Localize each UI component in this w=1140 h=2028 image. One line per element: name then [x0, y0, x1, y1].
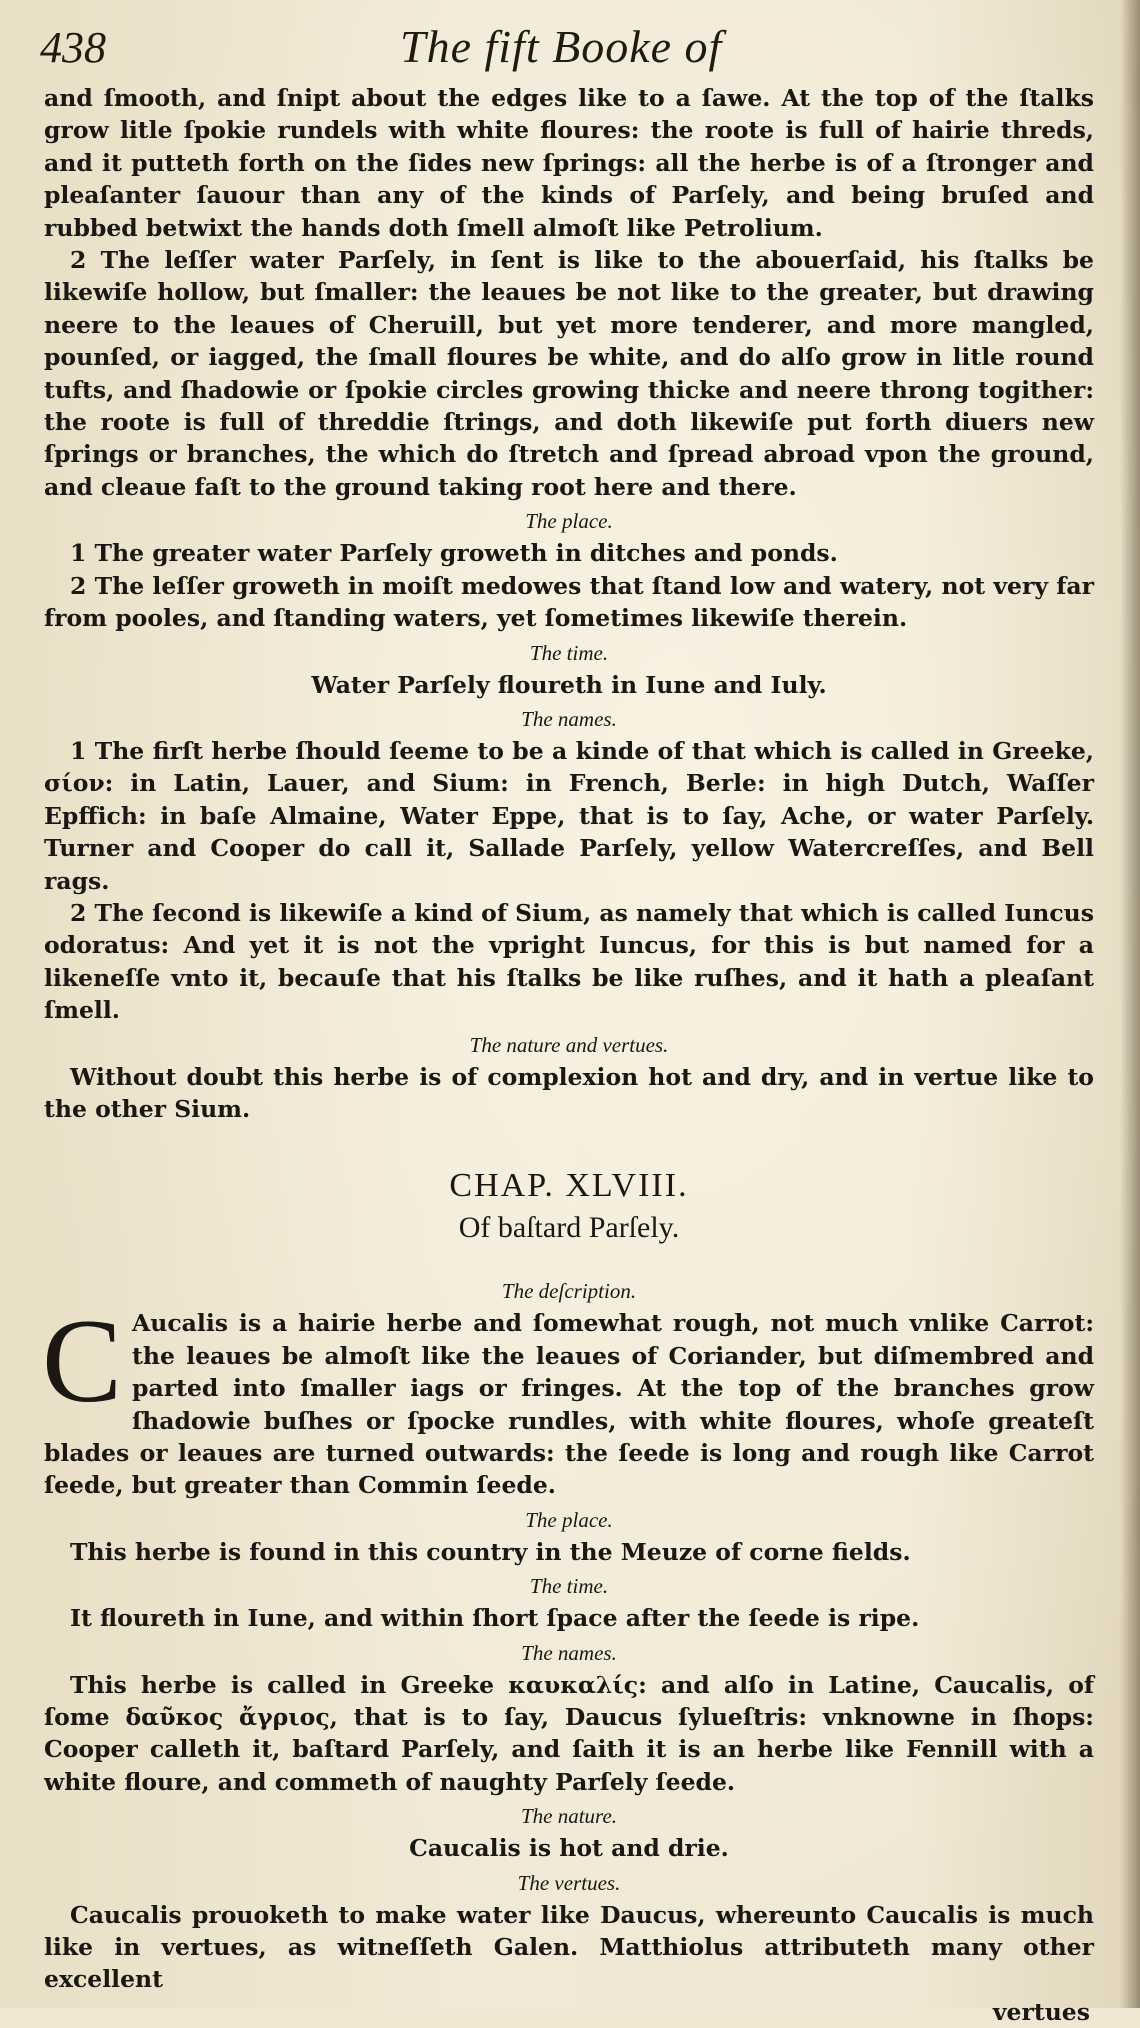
section-heading-time-2: The time.: [529, 1574, 609, 1599]
time-text-2: It floureth in Iune, and within ſhort ſpace after the ſeede is ripe.: [70, 1604, 920, 1633]
running-title: The fift Booke of: [400, 21, 723, 72]
catchword: vertues: [992, 1997, 1090, 2026]
paragraph-lesser-parsley: 2 The leſſer water Parſely, in ſent is like to the abouerſaid, his ſtalks be likewiſe hollow, but ſmaller: the leaues be not like to the greater, but drawing neere to the leaues of Cheruill, but yet more tenderer, and more mangled, pounſed, or iagged, the ſmall floures be white, and do alſo grow in litle round tufts, and ſhadowie or ſpokie circles growing thicke and neere throng togither: the roote is full of threddie ſtrings, and doth likewiſe put forth diuers new ſprings or branches, the which do ſtretch and ſpread abroad vpon the ground, and cleaue faſt to the ground taking root here and there.: [44, 246, 1094, 501]
section-heading-names-2: The names.: [521, 1640, 617, 1665]
description-text: Aucalis is a hairie herbe and ſomewhat rough, not much vnlike Carrot: the leaues be almoſt like the leaues of Coriander, but diſmembred and parted into ſmaller iags or fringes. At the top of the branches grow ſhadowie buſhes or ſpocke rundles, with white floures, whoſe greateſt blades or leaues are turned outwards: the ſeede is long and rough like Carrot ſeede, but greater than Commin ſeede.: [44, 1309, 1094, 1500]
place-item-2: 2 The leſſer groweth in moiſt medowes that ſtand low and watery, not very far from pooles, and ſtanding waters, yet ſometimes likewiſe therein.: [44, 571, 1094, 633]
place-item-1: 1 The greater water Parſely groweth in ditches and ponds.: [70, 539, 838, 568]
nature-text-2: Caucalis is hot and drie.: [409, 1834, 729, 1863]
section-heading-nature-2: The nature.: [520, 1804, 618, 1829]
section-heading-place-2: The place.: [525, 1507, 613, 1532]
running-head: [40, 14, 1110, 76]
section-heading-place: The place.: [525, 509, 613, 534]
nature-text: Without doubt this herbe is of complexion hot and dry, and in vertue like to the other Sium.: [44, 1062, 1094, 1123]
names-text-2: This herbe is called in Greeke καυκαλίς: and alſo in Latine, Caucalis, of ſome δαῦκος ἄγριος, that is to ſay, Daucus ſylueſtris: vnknowne in ſhops: Cooper calleth it, baſtard Parſely, and ſaith it is an herbe like Fennill with a white floure, and commeth of naughty Parſely ſeede.: [44, 1670, 1094, 1796]
description-paragraph: [42, 1294, 1094, 1501]
page-number: 438: [40, 23, 106, 72]
section-heading-names: The names.: [521, 706, 617, 731]
time-text: Water Parſely floureth in Iune and Iuly.: [311, 670, 827, 699]
vertues-text: Caucalis prouoketh to make water like Daucus, whereunto Caucalis is much like in vertues, as witneſſeth Galen. Matthiolus attributeth many other excellent: [44, 1900, 1094, 1994]
place-text-2: This herbe is found in this country in the Meuze of corne fields.: [70, 1537, 911, 1566]
section-heading-vertues: The vertues.: [517, 1870, 621, 1895]
chapter-number: CHAP. XLVIII.: [449, 1167, 689, 1205]
names-item-1: 1 The firſt herbe ſhould ſeeme to be a kinde of that which is called in Greeke, σίον: in Latin, Lauer, and Sium: in French, Berle: in high Dutch, Waſſer Epffich: in baſe Almaine, Water Eppe, that is to ſay, Ache, or water Parſely. Turner and Cooper do call it, Sallade Parſely, yellow Watercreſſes, and Bell rags.: [44, 736, 1094, 895]
drop-cap: C: [42, 1294, 123, 1428]
paragraph-intro: and ſmooth, and ſnipt about the edges like to a ſawe. At the top of the ſtalks grow litle ſpokie rundels with white floures: the roote is full of hairie threds, and it putteth forth on the ſides new ſprings: all the herbe is of a ſtronger and pleaſanter ſauour than any of the kinds of Parſely, and being bruſed and rubbed betwixt the hands doth ſmell almoſt like Petrolium.: [44, 84, 1094, 242]
section-heading-description: The deſcription.: [501, 1279, 637, 1304]
chapter-title: Of baſtard Parſely.: [458, 1211, 680, 1245]
text-block: [44, 82, 1094, 2028]
section-heading-time: The time.: [529, 640, 609, 665]
section-heading-nature-vertues: The nature and vertues.: [469, 1032, 669, 1057]
names-item-2: 2 The ſecond is likewiſe a kind of Sium, as namely that which is called Iuncus odoratus: And yet it is not the vpright Iuncus, for this is but named for a likeneſſe vnto it, becauſe that his ſtalks be like ruſhes, and it hath a pleaſant ſmell.: [44, 898, 1094, 1025]
